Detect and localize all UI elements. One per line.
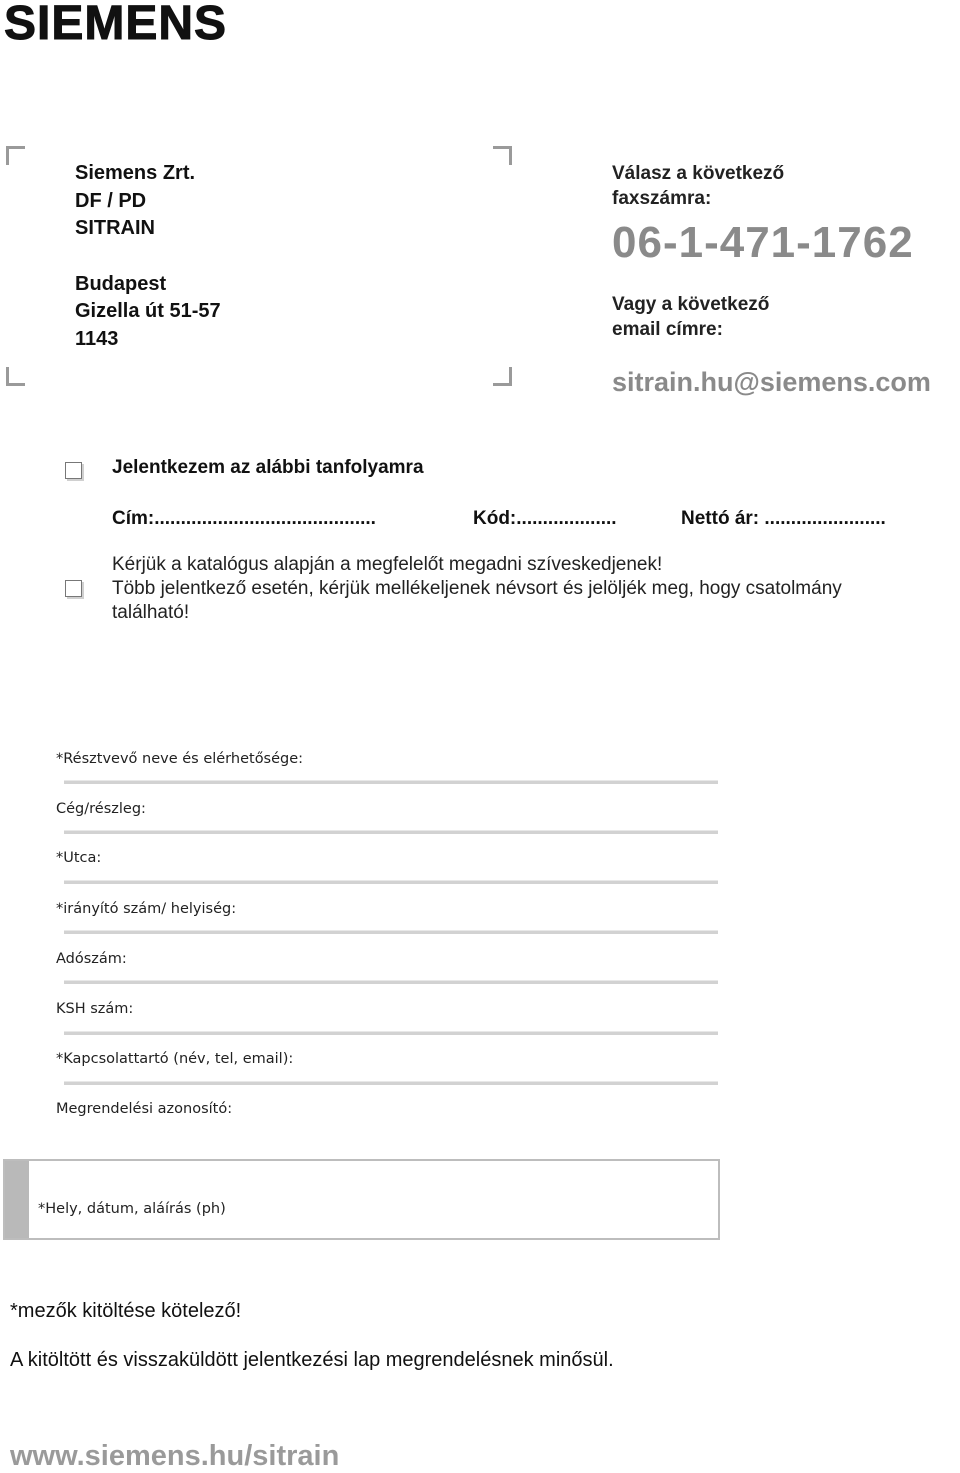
field-line-street[interactable] <box>64 880 718 884</box>
field-label-tax-number: Adószám: <box>56 951 127 967</box>
address-city: Budapest <box>75 272 167 295</box>
signature-label: *Hely, dátum, aláírás (ph) <box>38 1201 226 1217</box>
email-heading-line2: email címre: <box>612 319 723 340</box>
field-line-company[interactable] <box>64 830 718 834</box>
signature-box-strip <box>5 1161 29 1238</box>
instruction-line2: Több jelentkező esetén, kérjük mellékeljenek névsort és jelöljék meg, hogy csatolmány <box>112 578 842 599</box>
email-address: sitrain.hu@siemens.com <box>612 367 931 397</box>
siemens-logo: SIEMENS <box>4 0 228 50</box>
corner-mark-top-right <box>493 146 512 165</box>
address-dept: DF / PD <box>75 189 147 212</box>
instruction-line1: Kérjük a katalógus alapján a megfelelőt megadni szíveskedjenek! <box>112 554 663 575</box>
field-line-zip-city[interactable] <box>64 930 718 934</box>
field-label-ksh-number: KSH szám: <box>56 1001 134 1017</box>
field-label-zip-city: *irányító szám/ helyiség: <box>56 901 237 917</box>
corner-mark-bottom-right <box>493 367 512 386</box>
field-line-contact[interactable] <box>64 1081 718 1085</box>
address-unit: SITRAIN <box>75 217 155 239</box>
corner-mark-top-left <box>6 146 25 165</box>
order-note: A kitöltött és visszaküldött jelentkezési lap megrendelésnek minősül. <box>10 1349 614 1371</box>
field-label-company: Cég/részleg: <box>56 801 146 817</box>
register-label: Jelentkezem az alábbi tanfolyamra <box>112 457 424 478</box>
fax-number: 06-1-471-1762 <box>612 218 914 267</box>
field-line-participant[interactable] <box>64 780 718 784</box>
recipient-address <box>75 160 221 353</box>
field-label-contact: *Kapcsolattartó (név, tel, email): <box>56 1051 294 1067</box>
register-checkbox[interactable] <box>65 462 82 479</box>
instruction-line3: található! <box>112 602 190 623</box>
fax-heading-line1: Válasz a következő <box>612 163 785 184</box>
field-label-order-id: Megrendelési azonosító: <box>56 1101 233 1117</box>
website-link[interactable]: www.siemens.hu/sitrain <box>10 1440 340 1472</box>
field-line-tax-number[interactable] <box>64 980 718 984</box>
email-heading-line1: Vagy a következő <box>612 294 770 315</box>
fax-heading-line2: faxszámra: <box>612 188 712 209</box>
field-line-ksh-number[interactable] <box>64 1031 718 1035</box>
corner-mark-bottom-left <box>6 367 25 386</box>
course-price-field[interactable]: Nettó ár: ....................... <box>681 508 886 529</box>
field-label-participant: *Résztvevő neve és elérhetősége: <box>56 751 304 767</box>
required-fields-note: *mezők kitöltése kötelező! <box>10 1300 242 1322</box>
course-code-field[interactable]: Kód:................... <box>473 508 617 529</box>
address-street: Gizella út 51-57 <box>75 300 221 322</box>
course-title-field[interactable]: Cím:.......................................... <box>112 508 376 529</box>
multiple-participants-checkbox[interactable] <box>65 580 82 597</box>
address-zip: 1143 <box>75 327 119 350</box>
instruction-text <box>112 553 932 625</box>
address-company: Siemens Zrt. <box>75 162 196 184</box>
field-label-street: *Utca: <box>56 850 102 866</box>
